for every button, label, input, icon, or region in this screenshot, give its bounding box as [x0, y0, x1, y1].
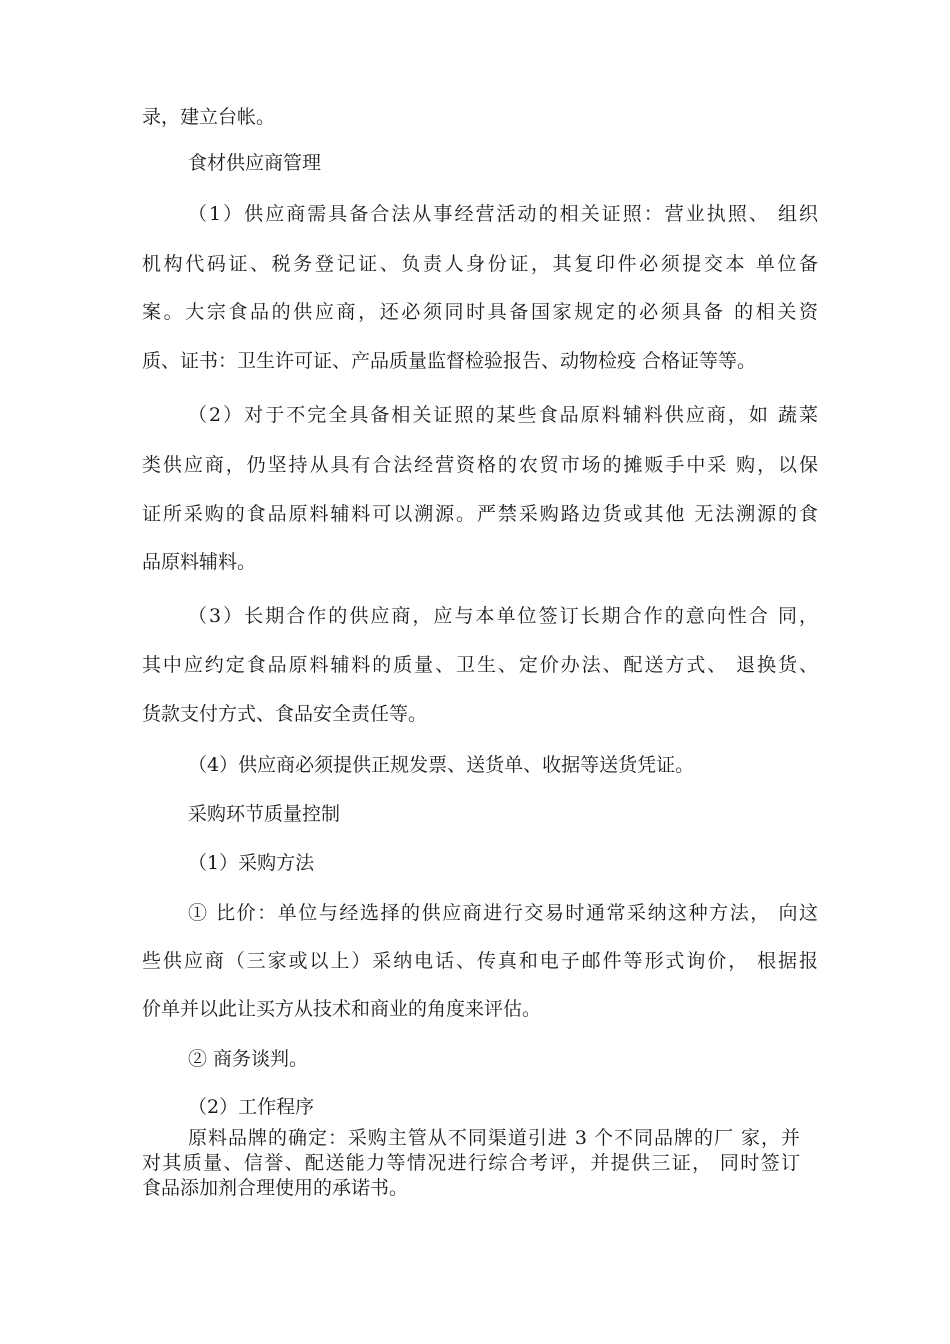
subsection-heading: （1）采购方法	[188, 852, 315, 874]
paragraph-line: 原料品牌的确定：采购主管从不同渠道引进 3 个不同品牌的厂 家，并	[188, 1127, 800, 1149]
paragraph-line: 食品添加剂合理使用的承诺书。	[142, 1177, 409, 1199]
paragraph-line: 类供应商，仍坚持从具有合法经营资格的农贸市场的摊贩手中采 购，以保	[142, 454, 818, 476]
paragraph-line: 质、证书：卫生许可证、产品质量监督检验报告、动物检疫 合格证等等。	[142, 350, 757, 372]
paragraph-line: 案。大宗食品的供应商，还必须同时具备国家规定的必须具备 的相关资	[142, 301, 818, 323]
paragraph-line: （3）长期合作的供应商，应与本单位签订长期合作的意向性合 同，	[188, 605, 818, 627]
paragraph-line: 品原料辅料。	[142, 551, 257, 573]
paragraph-line: （1）供应商需具备合法从事经营活动的相关证照：营业执照、 组织	[188, 203, 818, 225]
paragraph-line: 货款支付方式、食品安全责任等。	[142, 703, 428, 725]
paragraph-line: （2）对于不完全具备相关证照的某些食品原料辅料供应商，如 蔬菜	[188, 404, 818, 426]
paragraph-line: 其中应约定食品原料辅料的质量、卫生、定价办法、配送方式、 退换货、	[142, 654, 818, 676]
paragraph-line: 证所采购的食品原料辅料可以溯源。严禁采购路边货或其他 无法溯源的食	[142, 503, 818, 525]
text-line: 录，建立台帐。	[142, 106, 276, 128]
paragraph-line: ② 商务谈判。	[188, 1048, 309, 1070]
paragraph-line: 些供应商（三家或以上）采纳电话、传真和电子邮件等形式询价， 根据报	[142, 950, 818, 972]
subsection-heading: （2）工作程序	[188, 1096, 315, 1118]
section-heading: 食材供应商管理	[188, 152, 322, 174]
section-heading: 采购环节质量控制	[188, 803, 341, 825]
paragraph-line: ① 比价：单位与经选择的供应商进行交易时通常采纳这种方法， 向这	[188, 902, 818, 924]
paragraph-line: 机构代码证、税务登记证、负责人身份证，其复印件必须提交本 单位备	[142, 253, 818, 275]
paragraph-line: （4）供应商必须提供正规发票、送货单、收据等送货凭证。	[188, 754, 695, 776]
paragraph-line: 价单并以此让买方从技术和商业的角度来评估。	[142, 998, 542, 1020]
paragraph-line: 对其质量、信誉、配送能力等情况进行综合考评，并提供三证， 同时签订	[142, 1152, 800, 1174]
